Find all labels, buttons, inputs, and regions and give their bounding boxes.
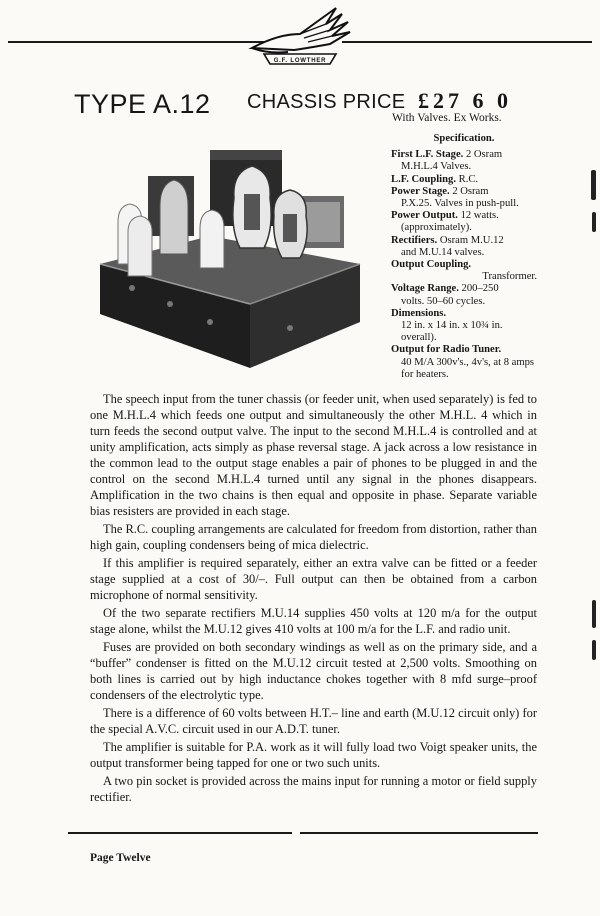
spec-item bbox=[391, 149, 537, 173]
spec-value: R.C. bbox=[458, 173, 479, 185]
body-paragraph: Fuses are provided on both secondary windings as well as on the primary side, and a “buffer” condenser is fitted on the M.U.12 circuit tested at 2,500 volts. Smoothing on both lines is carried out by high inductance chokes together with 8 mfd surge–proof condensers of the electrolytic type. bbox=[90, 640, 537, 702]
scan-mark bbox=[592, 600, 596, 628]
spec-key: First L.F. Stage. bbox=[391, 149, 464, 161]
lowther-logo bbox=[238, 4, 362, 78]
chassis-price: £27 6 0 bbox=[418, 88, 512, 113]
body-paragraph: Of the two separate rectifiers M.U.14 supplies 450 volts at 120 m/a for the output stage alone, whilst the M.U.12 gives 410 volts at 100 m/a for the L.F. and radio unit. bbox=[90, 606, 537, 636]
body-paragraph: There is a difference of 60 volts between H.T.– line and earth (M.U.12 circuit only) for the special A.V.C. circuit used in our A.D.T. tuner. bbox=[90, 706, 537, 736]
body-text bbox=[90, 391, 537, 807]
body-paragraph: The R.C. coupling arrangements are calculated for freedom from distortion, rather than high gain, coupling condensers being of mica dielectric. bbox=[90, 522, 537, 552]
spec-key: Power Output. bbox=[391, 210, 458, 222]
header-rule-right bbox=[342, 41, 592, 43]
spec-key: Output for Radio Tuner. bbox=[391, 344, 502, 356]
specification-panel bbox=[391, 133, 537, 381]
specification-heading: Specification. bbox=[433, 133, 495, 144]
price-note: With Valves. Ex Works. bbox=[392, 112, 502, 124]
amplifier-chassis-photo bbox=[60, 136, 386, 372]
spec-key: Dimensions. bbox=[391, 307, 447, 319]
spec-item bbox=[391, 308, 537, 345]
body-paragraph: If this amplifier is required separately, either an extra valve can be fitted or a feeder stage supplied at a cost of 30/–. Full output can then be obtained from a carbon microphone of normal sensitivity. bbox=[90, 556, 537, 602]
spec-continuation: Transformer. bbox=[482, 271, 537, 283]
scan-mark bbox=[592, 640, 596, 660]
spec-continuation: (approximately). bbox=[401, 222, 472, 234]
spec-item bbox=[391, 235, 537, 259]
spec-value: 12 watts. bbox=[460, 210, 499, 222]
spec-item bbox=[391, 283, 537, 307]
spec-item bbox=[391, 210, 537, 234]
spec-key: Output Coupling. bbox=[391, 259, 472, 271]
body-paragraph: The amplifier is suitable for P.A. work as it will fully load two Voigt speaker units, the output transformer being tapped for one or two such units. bbox=[90, 740, 537, 770]
spec-continuation: 40 M/A 300v's., 4v's, at 8 amps for heaters. bbox=[401, 356, 535, 380]
spec-continuation: 12 in. x 14 in. x 10¾ in. overall). bbox=[401, 320, 503, 344]
header-rule-left bbox=[8, 41, 270, 43]
spec-value: 2 Osram bbox=[465, 149, 503, 161]
spec-value: 2 Osram bbox=[452, 185, 489, 197]
spec-key: L.F. Coupling. bbox=[391, 173, 456, 185]
spec-continuation: volts. 50–60 cycles. bbox=[401, 295, 486, 307]
spec-continuation: and M.U.14 valves. bbox=[401, 246, 485, 258]
page-number: Page Twelve bbox=[90, 852, 151, 864]
spec-continuation: M.H.L.4 Valves. bbox=[401, 161, 472, 173]
spec-item bbox=[391, 174, 537, 186]
footer-rule-left bbox=[68, 832, 292, 834]
type-title: TYPE A.12 bbox=[74, 89, 211, 119]
scan-mark bbox=[591, 170, 596, 200]
spec-key: Rectifiers. bbox=[391, 234, 438, 246]
body-paragraph: A two pin socket is provided across the mains input for running a motor or field supply rectifier. bbox=[90, 774, 537, 804]
spec-continuation: P.X.25. Valves in push-pull. bbox=[401, 198, 519, 210]
footer-rule-right bbox=[300, 832, 538, 834]
spec-item bbox=[391, 186, 537, 210]
spec-key: Voltage Range. bbox=[391, 283, 459, 295]
spec-key: Power Stage. bbox=[391, 185, 450, 197]
spec-value: 200–250 bbox=[461, 283, 499, 295]
chassis-price-label: CHASSIS PRICE bbox=[247, 91, 406, 113]
spec-value: Osram M.U.12 bbox=[439, 234, 504, 246]
scan-mark bbox=[592, 212, 596, 232]
logo-text: G.F. LOWTHER bbox=[273, 58, 327, 64]
spec-item bbox=[391, 259, 537, 283]
body-paragraph: The speech input from the tuner chassis (or feeder unit, when used separately) is fed to one M.H.L.4 which feeds one output and simultaneously the other M.H.L. 4 which in turn feeds the second output valve. The input to the second M.H.L.4 is controlled and at unity amplification, acts simply as phase reversal stage. A jack across a low resistance in the common lead to the output stage enables a pair of phones to be plugged in and the control on the second M.H.L.4 turned until any signal in the phones disappears. Amplification in the two chains is then equal and opposite in phase. Separate variable bias resisters are provided in each stage. bbox=[90, 392, 537, 518]
spec-item bbox=[391, 344, 537, 381]
